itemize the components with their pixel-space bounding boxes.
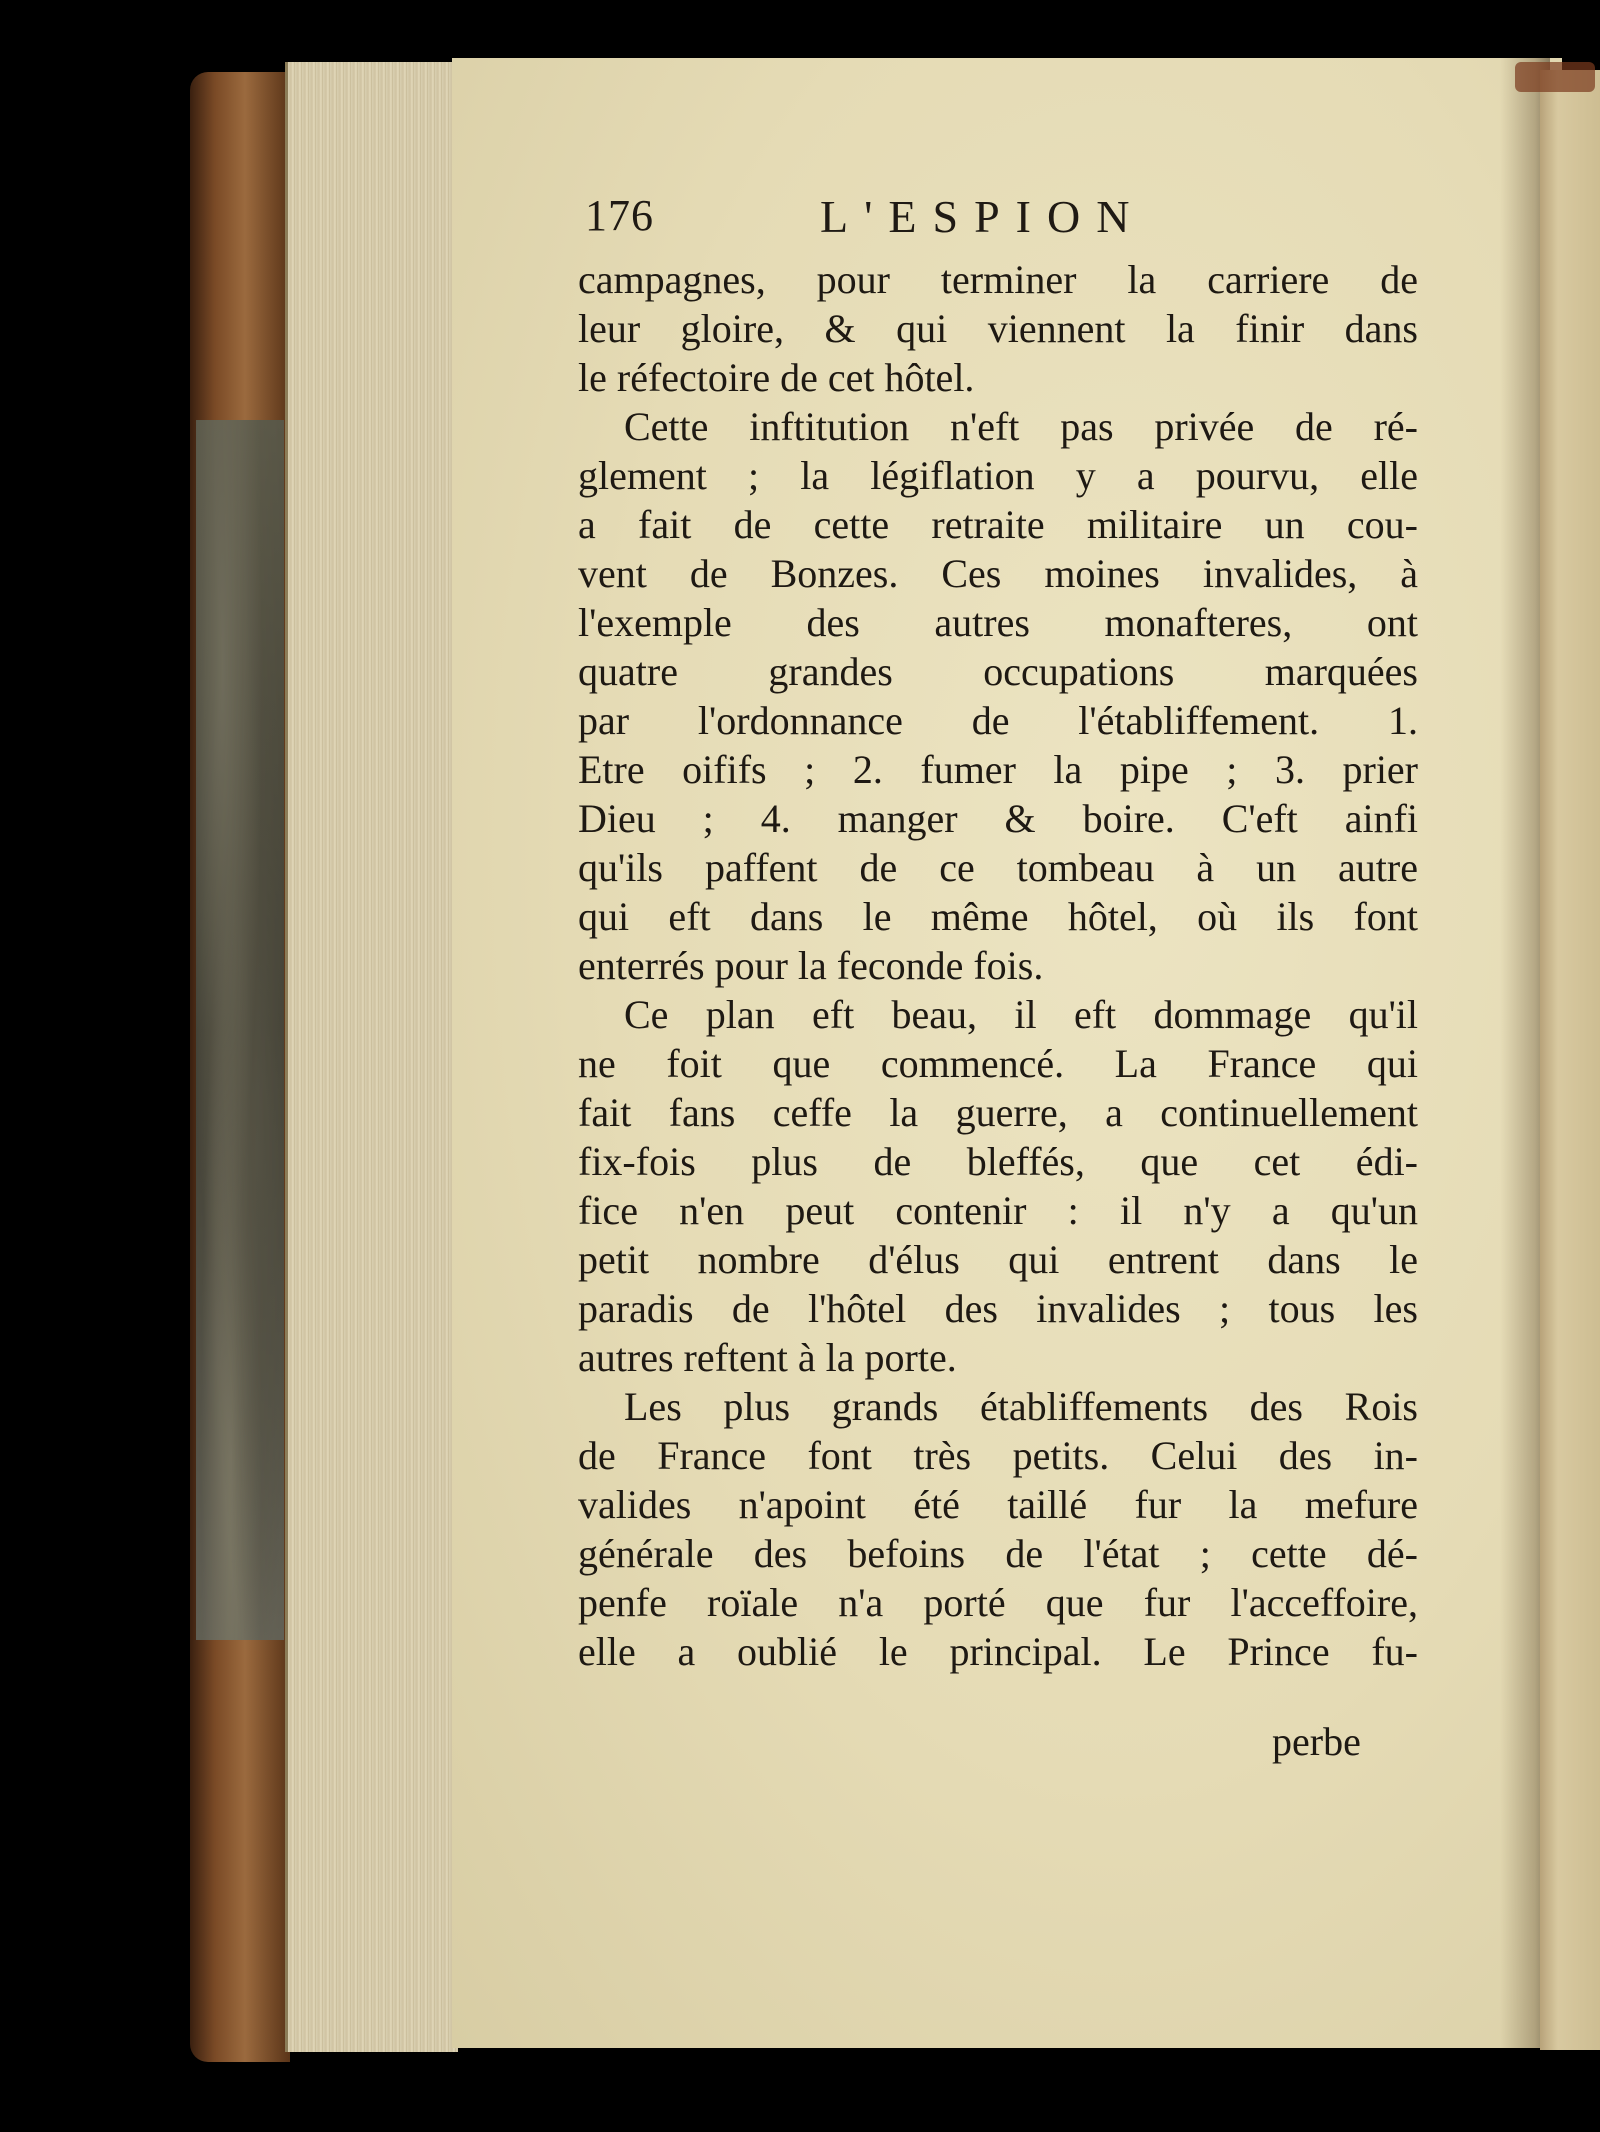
text-line: Cette inftitution n'eft pas privée de ré- [624,404,1418,449]
text-line: fix-fois plus de bleffés, que cet édi- [578,1139,1418,1184]
text-line: a fait de cette retraite militaire un cou- [578,502,1418,547]
text-line: fait fans ceffe la guerre, a continuellement [578,1090,1418,1135]
text-line: de France font très petits. Celui des in- [578,1433,1418,1478]
text-line: autres reftent à la porte. [578,1335,957,1380]
facing-page-edge [1540,70,1600,2050]
page-edges [285,62,458,2052]
text-line: campagnes, pour terminer la carriere de [578,257,1418,302]
text-line: enterrés pour la feconde fois. [578,943,1044,988]
text-line: valides n'apoint été taillé fur la mefure [578,1482,1418,1527]
marbled-cover [196,420,284,1640]
body-text [578,255,1418,1676]
text-line: penfe roïale n'a porté que fur l'acceffoire, [578,1580,1418,1625]
text-line: Dieu ; 4. manger & boire. C'eft ainfi [578,796,1418,841]
text-line: fice n'en peut contenir : il n'y a qu'un [578,1188,1418,1233]
page-number: 176 [585,191,654,240]
text-line: elle a oublié le principal. Le Prince fu- [578,1629,1418,1674]
page-header [585,190,1225,250]
text-line: Les plus grands établiffements des Rois [624,1384,1418,1429]
text-line: quatre grandes occupations marquées [578,649,1418,694]
text-line: Ce plan eft beau, il eft dommage qu'il [624,992,1418,1037]
text-line: l'exemple des autres monafteres, ont [578,600,1418,645]
text-line: par l'ordonnance de l'établiffement. 1. [578,698,1418,743]
text-line: leur gloire, & qui viennent la finir dans [578,306,1418,351]
leather-corner [1515,62,1595,92]
text-line: Etre oififs ; 2. fumer la pipe ; 3. prier [578,747,1418,792]
text-line: glement ; la légiflation y a pourvu, elle [578,453,1418,498]
text-line: petit nombre d'élus qui entrent dans le [578,1237,1418,1282]
text-line: paradis de l'hôtel des invalides ; tous les [578,1286,1418,1331]
text-line: le réfectoire de cet hôtel. [578,355,975,400]
running-title: L'ESPION [820,191,1146,242]
text-line: qu'ils paffent de ce tombeau à un autre [578,845,1418,890]
text-line: ne foit que commencé. La France qui [578,1041,1418,1086]
text-line: qui eft dans le même hôtel, où ils font [578,894,1418,939]
text-line: vent de Bonzes. Ces moines invalides, à [578,551,1418,596]
text-line: générale des befoins de l'état ; cette dé- [578,1531,1418,1576]
catchword: perbe [1272,1719,1361,1764]
